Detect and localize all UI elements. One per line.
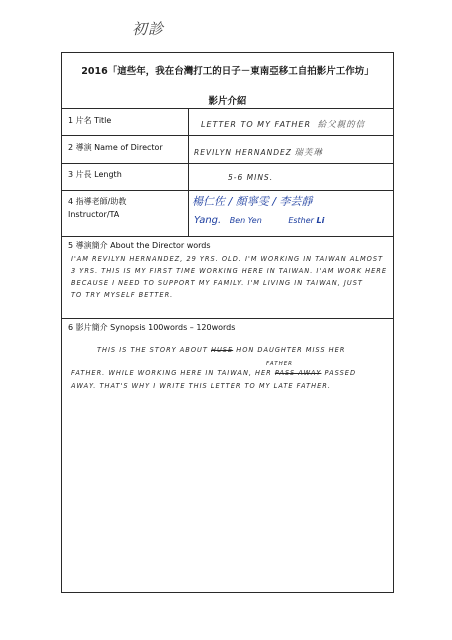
divider — [62, 108, 393, 109]
length-value: 5-6 MINS. — [228, 173, 274, 182]
instructor-names-cn: 楊仁佐 / 顏寧雯 / 李芸靜 — [192, 195, 313, 208]
synopsis-text — [71, 344, 356, 393]
divider — [62, 318, 393, 319]
form-title: 2016「這些年，我在台灣打工的日子－東南亞移工自拍影片工作坊」 — [81, 66, 374, 77]
director-label: 2 導演 Name of Director — [68, 143, 163, 152]
divider — [62, 236, 393, 237]
synopsis-label: 6 影片簡介 Synopsis 100words – 120words — [68, 323, 236, 332]
synopsis-line — [71, 367, 356, 380]
instructor-label-cn: 4 指導老師/助教 — [68, 197, 127, 206]
about-director-label: 5 導演簡介 About the Director words — [68, 241, 211, 250]
form-subtitle: 影片介紹 — [208, 96, 247, 107]
divider — [62, 163, 393, 164]
about-line: TO TRY MYSELF BETTER. — [71, 291, 174, 299]
top-annotation: 初診 — [132, 20, 165, 38]
title-value — [201, 118, 365, 130]
instructor-name-1: Yang. — [194, 215, 222, 226]
title-value-en: LETTER TO MY FATHER — [201, 120, 312, 129]
instructor-name-4: Li — [316, 216, 325, 225]
synopsis-inserted-word: FATHER — [266, 361, 293, 367]
director-value — [194, 146, 323, 158]
about-director-text — [71, 253, 387, 301]
title-value-cn: 給父親的信 — [317, 120, 366, 130]
divider — [62, 135, 393, 136]
synopsis-fragment: FATHER. WHILE WORKING HERE IN TAIWAN, HER — [71, 369, 272, 377]
about-line: BECAUSE I NEED TO SUPPORT MY FAMILY. I'M LIVING IN TAIWAN, JUST — [71, 279, 363, 287]
column-divider — [188, 108, 189, 236]
synopsis-struck-word: PASS AWAY — [274, 369, 322, 377]
synopsis-fragment: THIS IS THE STORY ABOUT — [97, 346, 208, 354]
synopsis-insert-row — [71, 357, 356, 367]
director-value-cn: 瑞芙琳 — [294, 148, 323, 158]
instructor-name-2: Ben Yen — [229, 216, 262, 225]
film-intro-form — [61, 52, 394, 593]
divider — [62, 190, 393, 191]
synopsis-fragment: PASSED — [324, 369, 357, 377]
director-value-en: REVILYN HERNANDEZ — [194, 148, 292, 157]
synopsis-struck-word: HUSE — [210, 346, 234, 354]
instructor-name-3: Esther — [288, 216, 314, 225]
instructor-label-en: Instructor/TA — [68, 210, 120, 219]
title-label: 1 片名 Title — [68, 116, 112, 125]
synopsis-line — [71, 344, 356, 357]
instructor-names-en — [194, 215, 324, 226]
about-line: I'AM REVILYN HERNANDEZ, 29 YRS. OLD. I'M WORKING IN TAIWAN ALMOST — [71, 255, 384, 263]
synopsis-line: AWAY. THAT'S WHY I WRITE THIS LETTER TO MY LATE FATHER. — [71, 382, 331, 390]
synopsis-fragment: HON DAUGHTER MISS HER — [236, 346, 346, 354]
about-line: 3 YRS. THIS IS MY FIRST TIME WORKING HERE IN TAIWAN. I'AM WORK HERE — [71, 267, 388, 275]
length-label: 3 片長 Length — [68, 170, 122, 179]
